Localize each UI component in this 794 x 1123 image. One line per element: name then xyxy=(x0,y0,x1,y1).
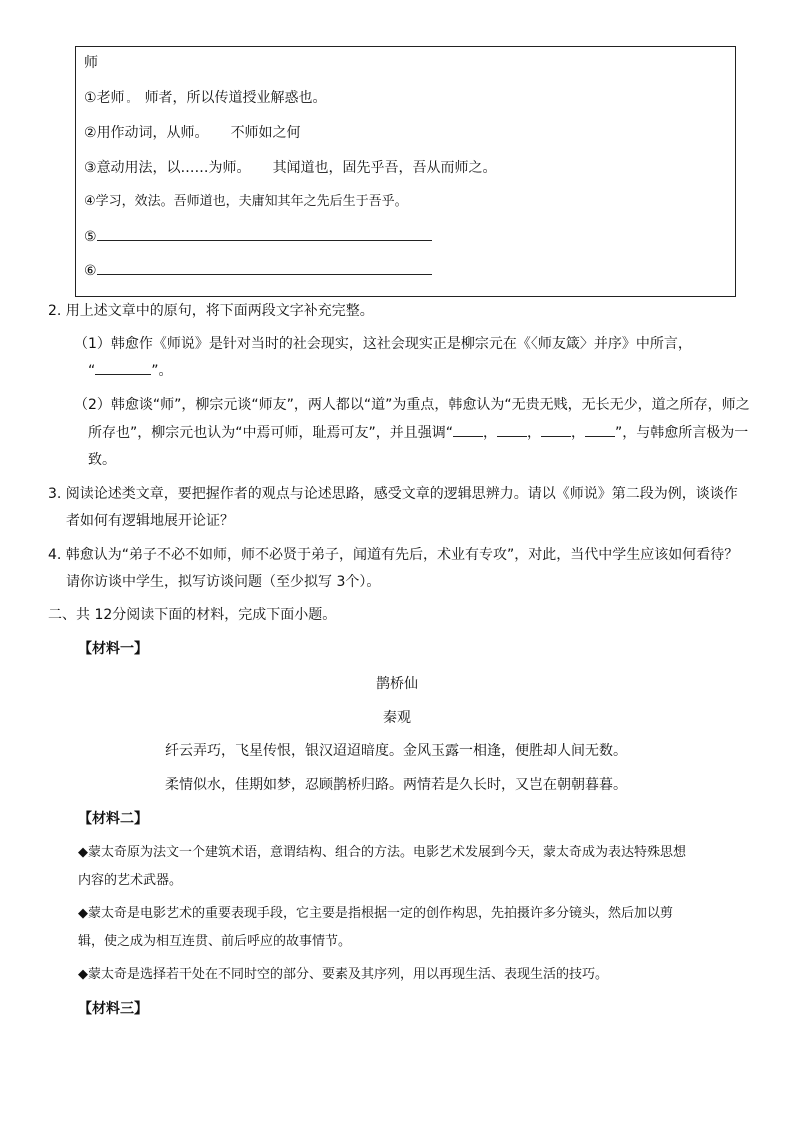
question-2-part-2: （2）韩愈谈“师”，柳宗元谈“师友”，两人都以“道”为重点，韩愈认为“无贵无贱，无长无少，道之所存，师之 xyxy=(74,397,750,413)
answer-blank[interactable] xyxy=(453,436,483,437)
poem-line-1: 纤云弄巧，飞星传恨，银汉迢迢暗度。金风玉露一相逢，便胜却人间无数。 xyxy=(165,743,627,759)
item-sense: 用作动词，从师。 xyxy=(96,125,209,141)
item-marker: ④ xyxy=(84,194,96,209)
section-2-heading: 二、共 12分阅读下面的材料，完成下面小题。 xyxy=(48,607,337,623)
answer-blank[interactable] xyxy=(95,374,151,375)
item-marker: ② xyxy=(84,125,97,141)
poem-line-2: 柔情似水，佳期如梦，忍顾鹊桥归路。两情若是久长时，又岂在朝朝暮暮。 xyxy=(165,777,627,793)
material-2-para-1-line-2: 内容的艺术武器。 xyxy=(78,873,183,888)
definition-item-1 xyxy=(84,89,327,109)
item-sense: 意动用法，以……为师。 xyxy=(96,160,251,176)
item-sense: 老师 xyxy=(96,90,125,106)
question-3-line-2: 者如何有逻辑地展开论证？ xyxy=(66,513,234,529)
material-3-label: 【材料三】 xyxy=(78,1001,148,1017)
poem-title: 鹊桥仙 xyxy=(376,676,418,692)
definition-item-6 xyxy=(84,262,432,280)
definition-item-5 xyxy=(84,228,432,246)
question-4-line-1: 4. 韩愈认为“弟子不必不如师，师不必贤于弟子，闻道有先后，术业有专攻”，对此，当代中学生应该如何看待？ xyxy=(48,547,739,563)
material-2-para-2-line-1: ◆蒙太奇是电影艺术的重要表现手段，它主要是指根据一定的创作构思，先拍摄许多分镜头，然后加以剪 xyxy=(78,906,673,921)
question-2-part-2-line-3: 致。 xyxy=(88,452,116,468)
definition-item-4 xyxy=(84,193,408,211)
material-2-para-3: ◆蒙太奇是选择若干处在不同时空的部分、要素及其序列，用以再现生活、表现生活的技巧。 xyxy=(78,967,608,982)
item-sense: 学习，效法。吾师道也，夫庸知其年之先后生于吾乎。 xyxy=(95,194,408,209)
question-2-stem: 2. 用上述文章中的原句，将下面两段文字补充完整。 xyxy=(48,303,374,319)
item-marker: ⑤ xyxy=(84,229,97,245)
question-2-part-1: （1）韩愈作《师说》是针对当时的社会现实，这社会现实正是柳宗元在《〈师友箴〉并序》中所言， xyxy=(74,336,692,352)
item-example: 师者，所以传道授业解惑也。 xyxy=(144,90,327,106)
question-2-part-1-answer: “ ”。 xyxy=(88,363,173,379)
item-marker: ① xyxy=(84,90,97,106)
question-2-part-2-line-2: 所存也”，柳宗元也认为“中焉可师，耻焉可友”，并且强调“ ， ， ， ”，与韩愈所言极为一 xyxy=(88,425,749,441)
question-4-line-2: 请你访谈中学生，拟写访谈问题（至少拟写 3个）。 xyxy=(66,574,381,590)
answer-blank[interactable] xyxy=(97,274,432,275)
definition-item-2 xyxy=(84,124,301,142)
material-2-label: 【材料二】 xyxy=(78,811,148,827)
item-marker: ③ xyxy=(84,160,97,176)
material-2-para-2-line-2: 辑，使之成为相互连贯、前后呼应的故事情节。 xyxy=(78,934,352,949)
answer-blank[interactable] xyxy=(585,436,615,437)
material-1-label: 【材料一】 xyxy=(78,641,148,657)
item-marker: ⑥ xyxy=(84,263,97,279)
item-example: 其闻道也，固先乎吾，吾从而师之。 xyxy=(272,160,497,176)
answer-blank[interactable] xyxy=(497,436,527,437)
answer-blank[interactable] xyxy=(97,240,432,241)
answer-blank[interactable] xyxy=(541,436,571,437)
question-3-line-1: 3. 阅读论述类文章，要把握作者的观点与论述思路，感受文章的逻辑思辨力。请以《师说》第二段为例，谈谈作 xyxy=(48,486,738,502)
box-heading: 师 xyxy=(84,55,98,71)
definition-item-3 xyxy=(84,159,497,177)
material-2-para-1-line-1: ◆蒙太奇原为法文一个建筑术语，意谓结构、组合的方法。电影艺术发展到今天，蒙太奇成为表达特殊思想 xyxy=(78,845,686,860)
item-separator: 。 xyxy=(126,94,137,105)
item-example: 不师如之何 xyxy=(230,125,301,141)
poem-author: 秦观 xyxy=(383,710,411,726)
